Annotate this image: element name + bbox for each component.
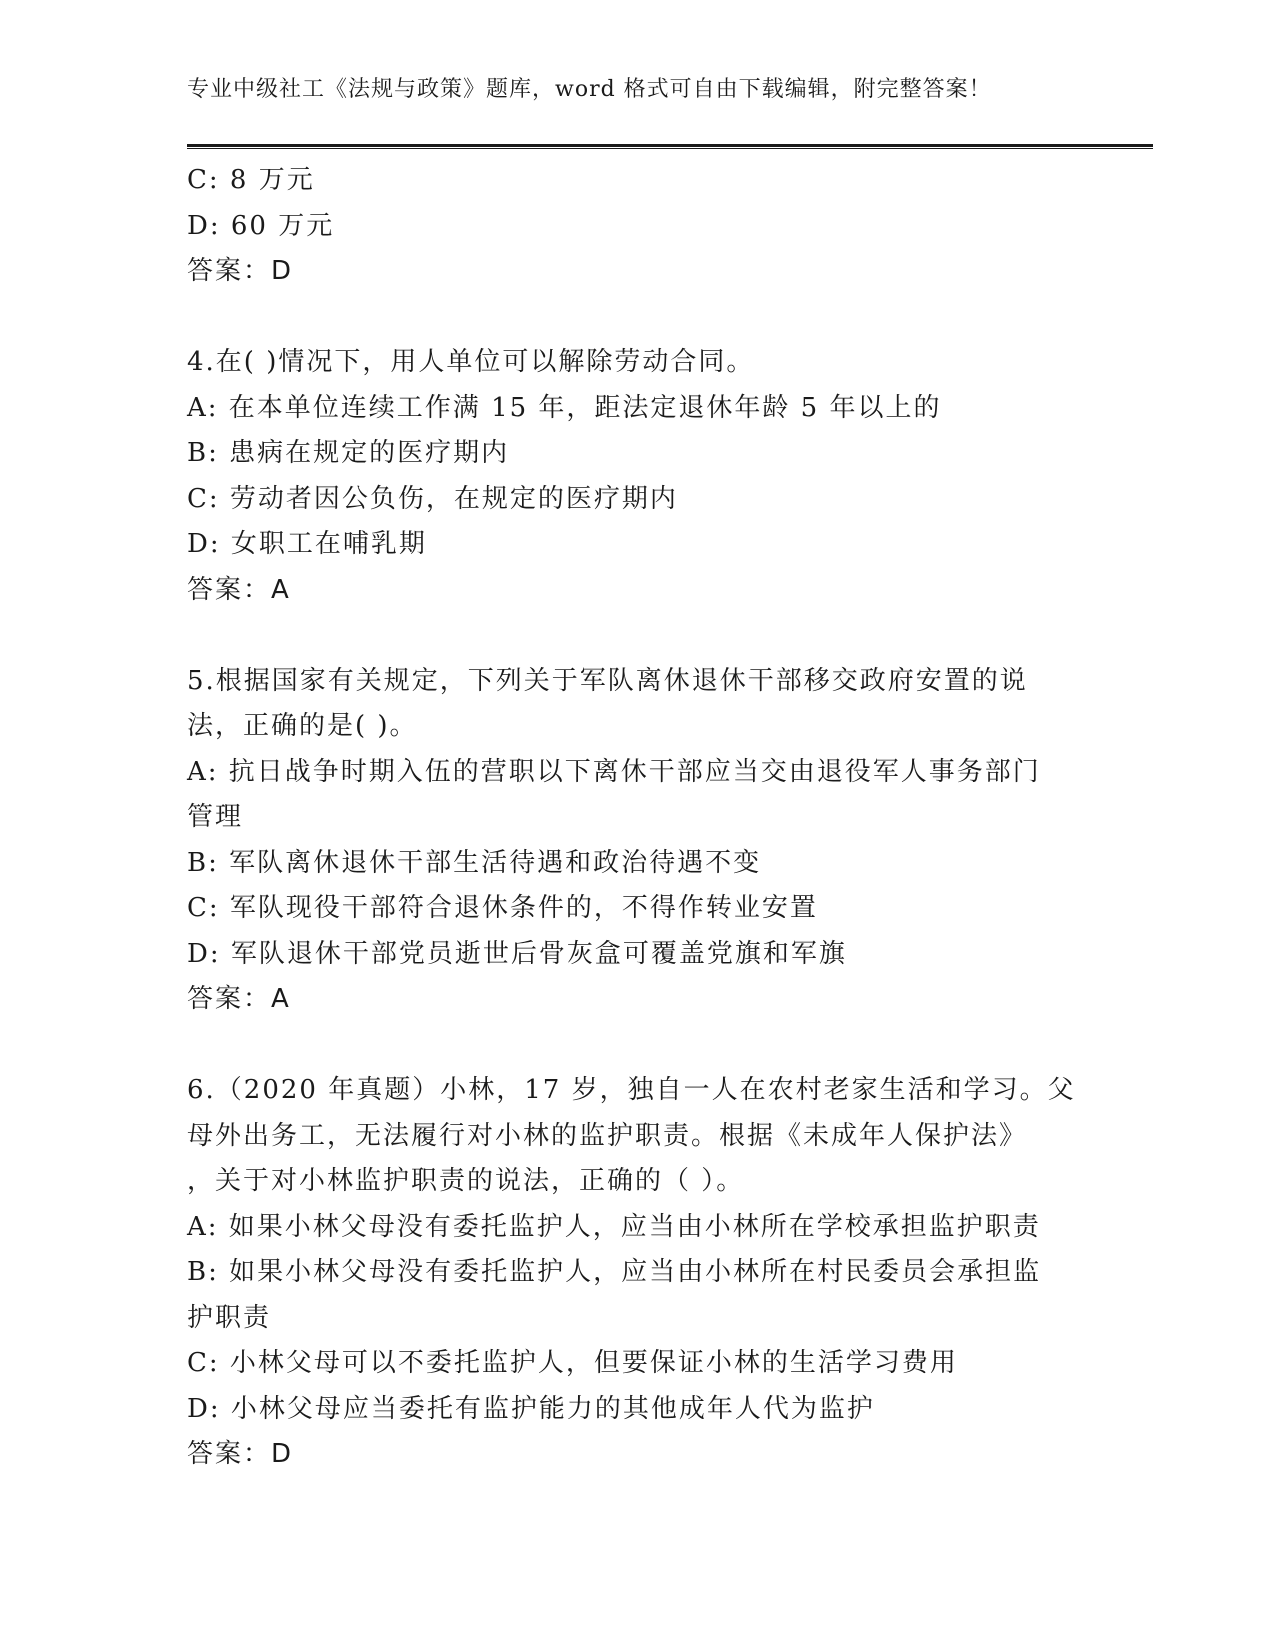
question-list [187, 158, 1077, 1478]
option-c: C: 劳动者因公负伤，在规定的医疗期内 [187, 483, 678, 514]
question-stem-continued: 母外出务工，无法履行对小林的监护职责。根据《未成年人保护法》 [187, 1120, 1028, 1151]
answer-line: 答案：A [187, 574, 291, 605]
option-b: B: 患病在规定的医疗期内 [187, 438, 510, 468]
option-d: D: 60 万元 [187, 210, 335, 241]
question-stem-continued: ，关于对小林监护职责的说法，正确的（ ）。 [187, 1166, 745, 1196]
spacer [187, 295, 1077, 341]
option-d: D: 军队退休干部党员逝世后骨灰盒可覆盖党旗和军旗 [187, 938, 847, 969]
option-c: C: 8 万元 [187, 165, 315, 195]
option-c: C: 军队现役干部符合退休条件的，不得作转业安置 [187, 893, 818, 923]
spacer [187, 613, 1077, 659]
question-block-6 [187, 1068, 1077, 1478]
option-b: B: 军队离休退休干部生活待遇和政治待遇不变 [187, 847, 762, 878]
spacer [187, 1023, 1077, 1069]
question-stem-continued: 法，正确的是( )。 [187, 711, 418, 741]
question-stem: 5.根据国家有关规定，下列关于军队离休退休干部移交政府安置的说 [187, 665, 1028, 696]
question-stem: 6.（2020 年真题）小林，17 岁，独自一人在农村老家生活和学习。父 [187, 1075, 1076, 1105]
answer-line: 答案：A [187, 984, 291, 1014]
option-b-continued: 护职责 [187, 1302, 272, 1333]
option-a: A: 在本单位连续工作满 15 年，距法定退休年龄 5 年以上的 [187, 392, 942, 423]
option-d: D: 女职工在哺乳期 [187, 529, 427, 559]
option-c: C: 小林父母可以不委托监护人，但要保证小林的生活学习费用 [187, 1348, 958, 1378]
option-b: B: 如果小林父母没有委托监护人，应当由小林所在村民委员会承担监 [187, 1257, 1042, 1287]
header-divider [187, 144, 1153, 149]
question-block-4 [187, 340, 1077, 613]
question-stem: 4.在( )情况下，用人单位可以解除劳动合同。 [187, 347, 755, 377]
option-a: A: 抗日战争时期入伍的营职以下离休干部应当交由退役军人事务部门 [187, 756, 1041, 787]
answer-line: 答案：D [187, 256, 294, 286]
option-d: D: 小林父母应当委托有监护能力的其他成年人代为监护 [187, 1393, 875, 1424]
question-block-3 [187, 158, 1077, 295]
question-block-5 [187, 659, 1077, 1023]
option-a: A: 如果小林父母没有委托监护人，应当由小林所在学校承担监护职责 [187, 1211, 1041, 1242]
answer-line: 答案：D [187, 1439, 294, 1469]
option-a-continued: 管理 [187, 802, 244, 832]
page-header: 专业中级社工《法规与政策》题库，word 格式可自由下载编辑，附完整答案！ [187, 77, 992, 102]
